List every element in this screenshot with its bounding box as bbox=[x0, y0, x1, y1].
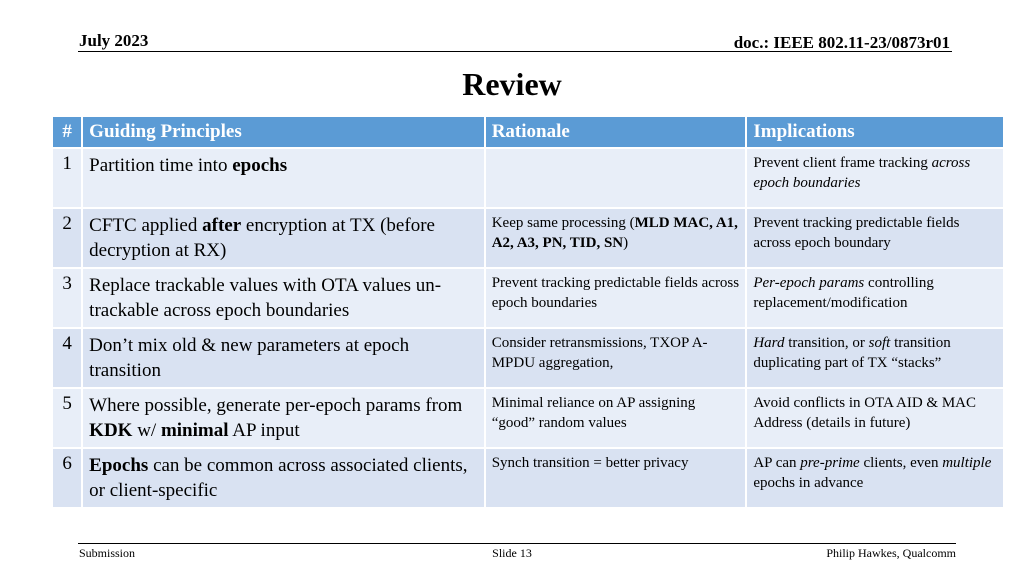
cell-text: Minimal reliance on AP assigning “good” random values bbox=[491, 395, 696, 431]
rationale-cell bbox=[486, 329, 746, 387]
cell-text: Per-epoch params bbox=[753, 275, 865, 291]
table-body bbox=[53, 149, 1003, 507]
implication-cell bbox=[747, 149, 1003, 207]
implication-cell bbox=[747, 329, 1003, 387]
principle-cell bbox=[83, 329, 484, 387]
footer-author: Philip Hawkes, Qualcomm bbox=[826, 546, 956, 560]
principle-cell bbox=[83, 149, 484, 207]
header-number: # bbox=[53, 117, 81, 147]
cell-text: MLD MAC, A1, A2, A3, PN, TID, SN bbox=[491, 215, 738, 251]
table-header-row bbox=[53, 117, 1003, 147]
cell-text: Don’t mix old & new parameters at epoch transition bbox=[89, 335, 410, 381]
cell-text: Epochs bbox=[89, 455, 149, 476]
rationale-cell bbox=[486, 149, 746, 207]
header-rule bbox=[78, 51, 952, 52]
cell-text: after bbox=[202, 215, 242, 236]
row-number: 3 bbox=[53, 269, 81, 327]
rationale-cell bbox=[486, 209, 746, 267]
cell-text: transition duplicating part of TX “stacks” bbox=[753, 335, 951, 371]
footer-rule bbox=[78, 543, 956, 544]
table-row bbox=[53, 209, 1003, 267]
table-row bbox=[53, 329, 1003, 387]
principle-cell bbox=[83, 449, 484, 507]
cell-text: ) bbox=[623, 235, 629, 251]
cell-text: AP can bbox=[753, 455, 801, 471]
implication-cell bbox=[747, 269, 1003, 327]
footer-slide-number: Slide 13 bbox=[492, 546, 532, 560]
cell-text: transition, or bbox=[784, 335, 869, 351]
header-guiding-principles: Guiding Principles bbox=[83, 117, 484, 147]
review-table bbox=[51, 115, 1005, 509]
cell-text: multiple bbox=[942, 455, 992, 471]
row-number: 2 bbox=[53, 209, 81, 267]
principle-cell bbox=[83, 269, 484, 327]
header-implications: Implications bbox=[747, 117, 1003, 147]
cell-text: pre-prime bbox=[800, 455, 860, 471]
cell-text: KDK bbox=[89, 420, 133, 441]
cell-text: soft bbox=[868, 335, 891, 351]
row-number: 1 bbox=[53, 149, 81, 207]
cell-text: AP input bbox=[228, 420, 300, 441]
cell-text: Avoid conflicts in OTA AID & MAC Address (details in future) bbox=[753, 395, 977, 431]
header-doc-id: doc.: IEEE 802.11-23/0873r01 bbox=[733, 33, 950, 52]
rationale-cell bbox=[486, 269, 746, 327]
row-number: 4 bbox=[53, 329, 81, 387]
cell-text: w/ bbox=[132, 420, 161, 441]
implication-cell bbox=[747, 389, 1003, 447]
cell-text: Replace trackable values with OTA values un-trackable across epoch boundaries bbox=[89, 275, 442, 321]
table-row bbox=[53, 269, 1003, 327]
cell-text: Partition time into bbox=[89, 155, 233, 176]
footer-submission: Submission bbox=[79, 546, 136, 560]
table-row bbox=[53, 389, 1003, 447]
principle-cell bbox=[83, 389, 484, 447]
cell-text: can be common across associated clients, or client-specific bbox=[89, 455, 468, 501]
rationale-cell bbox=[486, 389, 746, 447]
cell-text: Hard bbox=[753, 335, 785, 351]
cell-text: Consider retransmissions, TXOP A-MPDU aggregation, bbox=[491, 335, 708, 371]
cell-text: Prevent tracking predictable fields across epoch boundaries bbox=[491, 275, 740, 311]
cell-text: minimal bbox=[160, 420, 229, 441]
cell-text: encryption at TX (before decryption at RX) bbox=[89, 215, 435, 261]
table-row bbox=[53, 449, 1003, 507]
cell-text: Where possible, generate per-epoch params from bbox=[89, 395, 463, 416]
cell-text: epochs in advance bbox=[753, 475, 864, 491]
row-number: 5 bbox=[53, 389, 81, 447]
cell-text: Prevent client frame tracking bbox=[753, 155, 932, 171]
header-date: July 2023 bbox=[79, 31, 149, 50]
header-rationale: Rationale bbox=[486, 117, 746, 147]
principle-cell bbox=[83, 209, 484, 267]
rationale-cell bbox=[486, 449, 746, 507]
cell-text: CFTC applied bbox=[89, 215, 203, 236]
table-row bbox=[53, 149, 1003, 207]
slide-title: Review bbox=[462, 66, 562, 102]
cell-text: Synch transition = better privacy bbox=[491, 455, 689, 471]
cell-text: controlling replacement/modification bbox=[753, 275, 934, 311]
cell-text: Keep same processing ( bbox=[491, 215, 635, 231]
cell-text: epochs bbox=[232, 155, 288, 176]
cell-text: clients, even bbox=[859, 455, 943, 471]
cell-text: across epoch boundaries bbox=[753, 155, 971, 191]
implication-cell bbox=[747, 449, 1003, 507]
row-number: 6 bbox=[53, 449, 81, 507]
implication-cell bbox=[747, 209, 1003, 267]
cell-text: Prevent tracking predictable fields across epoch boundary bbox=[753, 215, 960, 251]
